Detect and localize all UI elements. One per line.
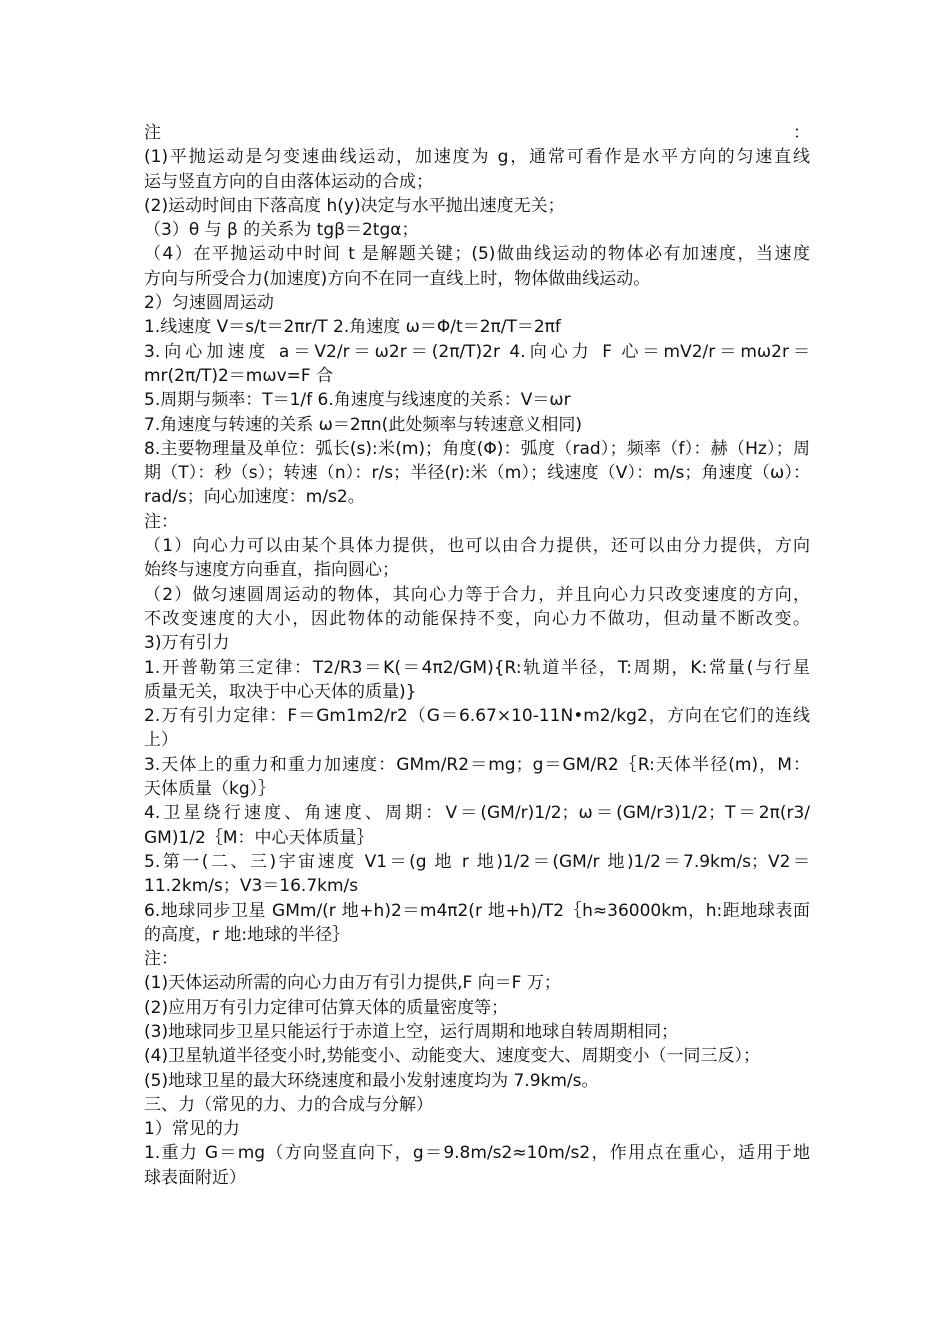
text-line: rad/s；向心加速度：m/s2。 [144,487,365,508]
text-line: 3.天体上的重力和重力加速度：GMm/R2＝mg；g＝GM/R2｛R:天体半径(m)，M： [144,754,810,775]
text-line: 1.开普勒第三定律：T2/R3＝K(＝4π2/GM){R:轨道半径，T:周期，K:常量(与行星 [144,657,810,678]
text-line: 上） [144,730,178,751]
section-heading: 3)万有引力 [144,633,230,654]
text-line: 8.主要物理量及单位：弧长(s):米(m)；角度(Φ)：弧度（rad）；频率（f）：赫（Hz）；周 [144,438,810,459]
text-line: mr(2π/T)2＝mωv=F 合 [144,365,334,386]
text-line: 注： [144,511,178,532]
text-line: （2）做匀速圆周运动的物体，其向心力等于合力，并且向心力只改变速度的方向， [144,584,810,605]
section-heading: 2）匀速圆周运动 [144,293,274,314]
text-line: 球表面附近） [144,1167,246,1188]
text-line: GM)1/2｛M：中心天体质量｝ [144,827,374,848]
text-line: 7.角速度与转速的关系 ω＝2πn(此处频率与转速意义相同) [144,414,582,435]
text-line: 的高度，r 地:地球的半径｝ [144,924,350,945]
text-line: (2)应用万有引力定律可估算天体的质量密度等； [144,997,509,1018]
section-heading: 三、力（常见的力、力的合成与分解） [144,1094,433,1115]
document-body [144,121,810,1190]
text-line: (5)地球卫星的最大环绕速度和最小发射速度均为 7.9km/s。 [144,1070,599,1091]
text-line: 3.向心加速度 a＝V2/r＝ω2r＝(2π/T)2r 4.向心力 F 心＝mV2/r＝mω2r＝ [144,341,810,362]
text-line: 运与竖直方向的自由落体运动的合成； [144,171,433,192]
text-line: 1.重力 G＝mg（方向竖直向下，g＝9.8m/s2≈10m/s2，作用点在重心，适用于地 [144,1143,810,1164]
text-line: 11.2km/s；V3＝16.7km/s [144,876,359,897]
text-line: 不改变速度的大小，因此物体的动能保持不变，向心力不做功，但动量不断改变。 [144,608,810,629]
text-line: 1.线速度 V＝s/t＝2πr/T 2.角速度 ω＝Φ/t＝2π/T＝2πf [144,317,561,338]
text-line: 4.卫星绕行速度、角速度、周期：V＝(GM/r)1/2；ω＝(GM/r3)1/2；T＝2π(r3/ [144,803,810,824]
text-line: 5.周期与频率：T＝1/f 6.角速度与线速度的关系：V＝ωr [144,390,571,411]
text-line: 注： [144,123,810,143]
section-heading: 1）常见的力 [144,1119,240,1140]
text-line: (2)运动时间由下落高度 h(y)决定与水平抛出速度无关； [144,195,565,216]
text-line: 2.万有引力定律：F＝Gm1m2/r2（G＝6.67×10-11N•m2/kg2，方向在它们的连线 [144,706,810,727]
text-line: 天体质量（kg）｝ [144,779,276,800]
text-line: 始终与速度方向垂直，指向圆心； [144,560,399,581]
text-line: (1)天体运动所需的向心力由万有引力提供,F 向＝F 万； [144,973,561,994]
text-line: （4）在平抛运动中时间 t 是解题关键；(5)做曲线运动的物体必有加速度，当速度 [144,244,810,265]
text-line: 注： [144,949,178,970]
text-line: (4)卫星轨道半径变小时,势能变小、动能变大、速度变大、周期变小（一同三反）； [144,1046,760,1067]
text-line: （3）θ 与 β 的关系为 tgβ＝2tgα； [144,220,419,241]
text-line: 6.地球同步卫星 GMm/(r 地+h)2＝m4π2(r 地+h)/T2｛h≈36000km，h:距地球表面 [144,900,810,921]
text-line: (1)平抛运动是匀变速曲线运动，加速度为 g，通常可看作是水平方向的匀速直线 [144,147,810,168]
text-line: 5.第一(二、三)宇宙速度 V1＝(g 地 r 地)1/2＝(GM/r 地)1/2＝7.9km/s；V2＝ [144,851,810,872]
text-line: 期（T）：秒（s）；转速（n）：r/s；半径(r):米（m）；线速度（V）：m/s；角速度（ω）： [144,463,810,484]
text-line: （1）向心力可以由某个具体力提供，也可以由合力提供，还可以由分力提供，方向 [144,536,810,557]
text-line: (3)地球同步卫星只能运行于赤道上空，运行周期和地球自转周期相同； [144,1021,679,1042]
text-line: 质量无关，取决于中心天体的质量)} [144,681,417,702]
text-line: 方向与所受合力(加速度)方向不在同一直线上时，物体做曲线运动。 [144,268,651,289]
